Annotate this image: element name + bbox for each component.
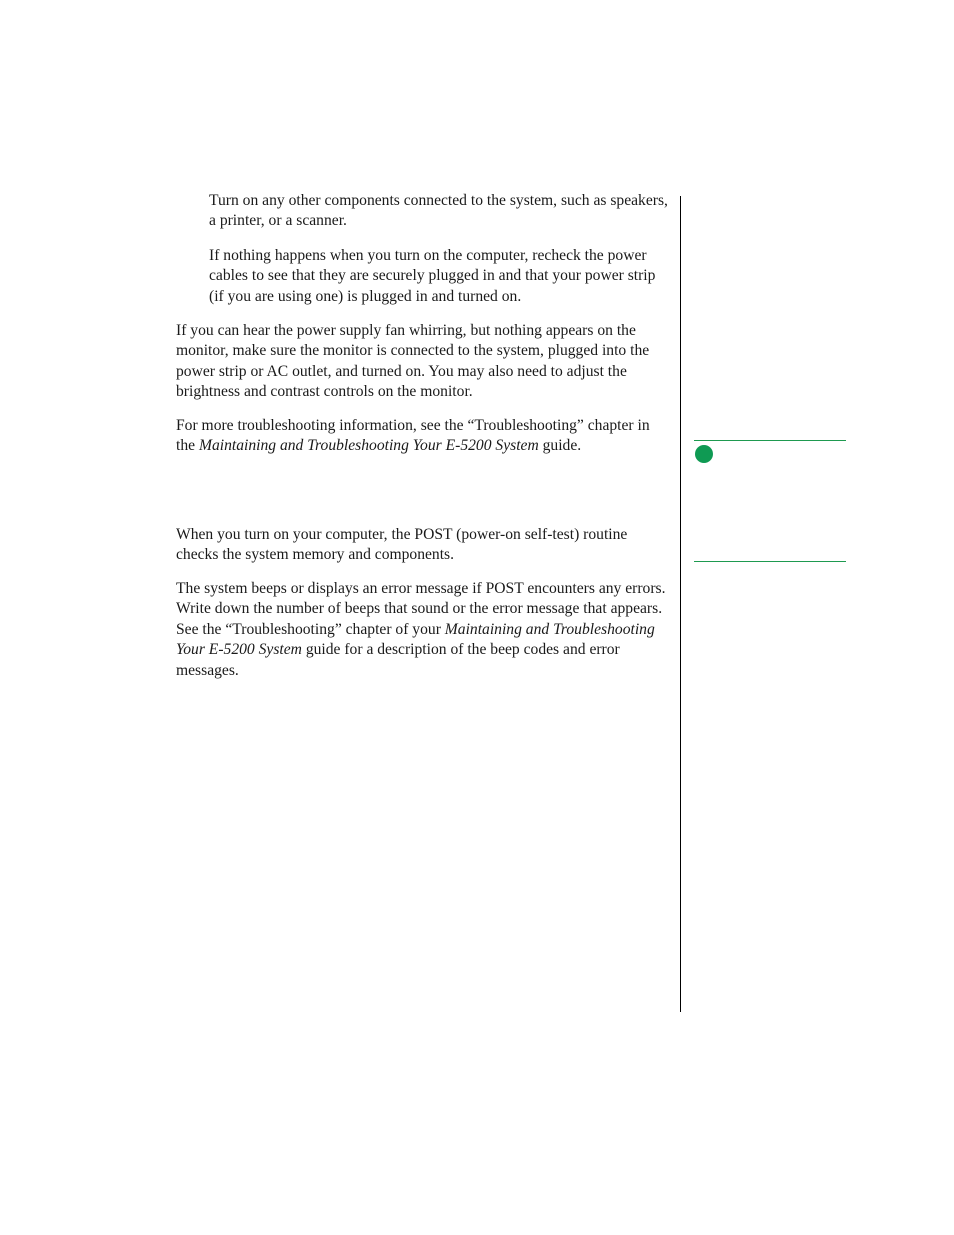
margin-rule-bottom — [694, 561, 846, 562]
paragraph-post: When you turn on your computer, the POST (power-on self-test) routine checks the system memory and components. — [176, 526, 628, 564]
paragraph-error-beeps-end: guide for a description of the beep codes and error messages. — [176, 641, 620, 679]
paragraph-components: Turn on any other components connected to the system, such as speakers, a printer, or a scanner. — [209, 192, 668, 230]
margin-rule-top — [694, 440, 846, 441]
green-circle-icon — [695, 445, 713, 463]
paragraph-recheck-power: If nothing happens when you turn on the computer, recheck the power cables to see that they are securely plugged in and that your power strip (if you are using one) is plugged in and turned on. — [209, 247, 656, 305]
paragraph-more-info-text: For more troubleshooting information, see the “Troubleshooting” chapter in the — [176, 417, 650, 455]
paragraph-more-info — [176, 416, 671, 457]
paragraph-error-beeps — [176, 579, 671, 681]
paragraph-error-beeps-text: The system beeps or displays an error message if POST encounters any errors. Write down the number of beeps that sound or the error message that appears. See the “Troubleshooting” chapter of your — [176, 580, 666, 638]
guide-title: Maintaining and Troubleshooting Your E-5200 System — [176, 620, 655, 659]
guide-title: Maintaining and Troubleshooting Your E-5200 System — [198, 437, 539, 455]
margin-divider — [680, 196, 681, 1012]
paragraph-monitor-check: If you can hear the power supply fan whirring, but nothing appears on the monitor, make sure the monitor is connected to the system, plugged into the power strip or AC outlet, and turned on. You may also need to adjust the brightness and contrast controls on the monitor. — [176, 322, 650, 401]
paragraph-more-info-end: guide. — [538, 437, 582, 455]
